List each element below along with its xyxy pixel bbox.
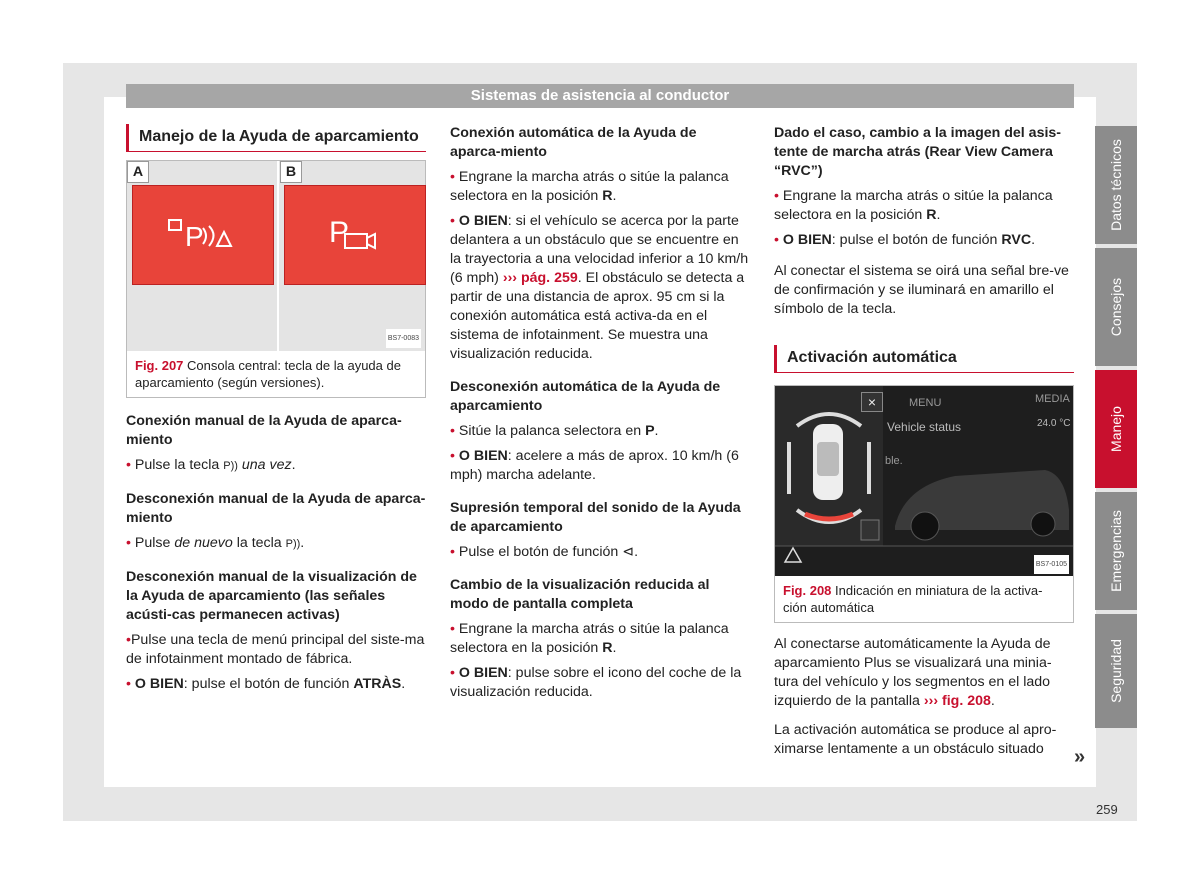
tab-label: Seguridad (1108, 639, 1124, 703)
tab-label: Manejo (1108, 406, 1124, 452)
screen-media: MEDIA (1035, 393, 1070, 405)
bullet-fullscreen-1 (450, 620, 750, 658)
tab-label: Datos técnicos (1108, 139, 1124, 231)
close-icon[interactable]: × (861, 392, 883, 412)
bullet-rvc-1 (774, 187, 1074, 225)
page-number: 259 (1096, 802, 1118, 817)
tab-label: Consejos (1108, 277, 1124, 337)
continue-mark: » (1074, 746, 1086, 768)
svg-text:P: P (329, 216, 350, 249)
bullet-display-off-1: • Pulse una tecla de menú principal del siste-ma de infotainment montado de fábrica. (126, 631, 426, 669)
figure-label-b: B (280, 161, 302, 183)
figure-208-image (775, 386, 1073, 576)
figure-208-code: BS7-0105 (1034, 555, 1069, 574)
subheading-manual-on: Conexión manual de la Ayuda de aparca-miento (126, 413, 402, 448)
bullet-fullscreen-2 (450, 664, 750, 702)
bullet-emphasis: una vez (241, 457, 292, 473)
bullet-auto-off-1 (450, 422, 750, 441)
page-reference-link[interactable]: ››› pág. 259 (502, 270, 578, 286)
key-r: R (602, 188, 613, 204)
bullet-end: . (401, 676, 406, 692)
bullet-end: . (612, 188, 617, 204)
bullet-bold: O BIEN (134, 676, 184, 692)
key-p: P (645, 423, 655, 439)
bullet-text: : si el vehículo se acerca por la parte delantera a un obstáculo que se encuentre en la trayectoria a una velocidad inferior a 10 km/h (6 mph) (450, 213, 749, 286)
chapter-header: Sistemas de asistencia al conductor (126, 84, 1074, 108)
bullet-text: Pulse el botón de función (458, 544, 619, 560)
screen-vehicle-status: Vehicle status (887, 420, 962, 434)
bullet-auto-on-2 (450, 212, 750, 364)
column-3 (774, 124, 1074, 765)
bullet-text: : pulse el botón de función (183, 676, 350, 692)
subheading-auto-on: Conexión automática de la Ayuda de aparca-miento (450, 125, 697, 160)
bullet-text: : pulse sobre el icono del coche de la visualización reducida. (450, 665, 742, 700)
section-title-manejo: Manejo de la Ayuda de aparcamiento (126, 124, 426, 152)
tab-emergencias[interactable] (1095, 492, 1137, 610)
subheading-fullscreen: Cambio de la visualización reducida al modo de pantalla completa (450, 577, 710, 612)
paragraph-activation: La activación automática se produce al apro-ximarse lentamente a un obstáculo situado (774, 722, 1057, 757)
section-title-activacion: Activación automática (774, 345, 1074, 373)
key-r: R (602, 640, 613, 656)
park-assist-button-a (132, 185, 274, 285)
column-2 (450, 124, 750, 708)
bullet-end: . (654, 423, 659, 439)
figure-reference-link[interactable]: ››› fig. 208 (923, 693, 991, 709)
bullet-text: Engrane la marcha atrás o sitúe la palanca selectora en la posición (774, 188, 1053, 223)
figure-207-label: Fig. 207 (135, 358, 184, 373)
bullet-text: : acelere a más de aprox. 10 km/h (6 mph) marcha adelante. (450, 448, 739, 483)
subheading-mute: Supresión temporal del sonido de la Ayuda de aparcamiento (450, 500, 741, 535)
figure-208-text: Indicación en miniatura de la activa-ción automática (783, 583, 1043, 615)
tab-label: Emergencias (1108, 510, 1124, 592)
bullet-bold: O BIEN (458, 213, 508, 229)
bullet-emphasis: de nuevo (174, 535, 233, 551)
figure-208-caption (775, 576, 1073, 622)
bullet-mute (450, 543, 750, 562)
key-rvc: RVC (1001, 232, 1032, 248)
key-atras: ATRÀS (353, 676, 402, 692)
bullet-text: Engrane la marcha atrás o sitúe la palanca selectora en la posición (450, 169, 729, 204)
bullet-text: . El obstáculo se detecta a partir de una distancia de aprox. 95 cm si la conexión automática está activa-da en el sistema de infotainment. Se muestra una visualización reducida. (450, 270, 745, 362)
park-button-icon: P)) (285, 538, 301, 550)
paragraph-text: Al conectarse automáticamente la Ayuda de aparcamiento Plus se visualizará una minia-tura del vehículo y los segmentos en el lado izquierdo de la pantalla (774, 636, 1052, 709)
bullet-end: . (634, 544, 639, 560)
bullet-end: . (612, 640, 617, 656)
mute-icon: ⊲ (622, 544, 635, 560)
screen-menu: MENU (909, 397, 942, 409)
bullet-text: Pulse (134, 535, 171, 551)
bullet-display-off-2 (126, 675, 426, 694)
bullet-bold: O BIEN (458, 665, 508, 681)
bullet-auto-off-2 (450, 447, 750, 485)
car-thumbnail-icon (775, 386, 1073, 576)
subheading-manual-off: Desconexión manual de la Ayuda de aparca-miento (126, 491, 426, 526)
bullet-bold: O BIEN (782, 232, 832, 248)
figure-207-text: Consola central: tecla de la ayuda de aparcamiento (según versiones). (135, 358, 401, 390)
screen-temperature: 24.0 °C (1037, 418, 1071, 429)
figure-207 (126, 160, 426, 398)
bullet-end: . (1031, 232, 1036, 248)
svg-text:P: P (185, 221, 204, 252)
bullet-auto-on-1 (450, 168, 750, 206)
tab-seguridad[interactable] (1095, 614, 1137, 728)
park-assist-button-b (284, 185, 426, 285)
figure-208-label: Fig. 208 (783, 583, 832, 598)
bullet-text: Sitúe la palanca selectora en (458, 423, 642, 439)
bullet-end: . (936, 207, 941, 223)
bullet-manual-off (126, 534, 426, 554)
bullet-bold: O BIEN (458, 448, 508, 464)
bullet-text: Pulse la tecla (134, 457, 220, 473)
key-r: R (926, 207, 937, 223)
bullet-manual-on (126, 456, 426, 476)
paragraph-end: . (990, 693, 995, 709)
tab-manejo[interactable] (1095, 370, 1137, 488)
bullet-text: : pulse el botón de función (831, 232, 998, 248)
park-camera-icon (285, 186, 425, 284)
screen-text: ble. (885, 455, 903, 467)
subheading-rvc: Dado el caso, cambio a la imagen del asis-tente de marcha atrás (Rear View Camera “RVC”) (774, 125, 1062, 179)
column-1 (126, 124, 426, 700)
tab-consejos[interactable] (1095, 248, 1137, 366)
bullet-text: Engrane la marcha atrás o sitúe la palanca selectora en la posición (450, 621, 729, 656)
figure-label-a: A (127, 161, 149, 183)
bullet-text: la tecla (236, 535, 282, 551)
subheading-display-off: Desconexión manual de la visualización de la Ayuda de aparcamiento (las señales acústi-cas permanecen activas) (126, 569, 417, 623)
figure-207-caption (127, 351, 425, 397)
figure-207-code: BS7-0083 (386, 329, 421, 348)
park-button-icon: P)) (223, 460, 238, 472)
paragraph-confirmation: Al conectar el sistema se oirá una señal bre-ve de confirmación y se iluminará en amarillo el símbolo de la tecla. (774, 263, 1069, 317)
bullet-rvc-2 (774, 231, 1074, 250)
subheading-auto-off: Desconexión automática de la Ayuda de aparcamiento (450, 379, 721, 414)
figure-207-image (127, 161, 425, 351)
paragraph-miniature (774, 635, 1074, 711)
figure-208 (774, 385, 1074, 623)
bullet-end: . (300, 535, 305, 551)
bullet-end: . (291, 457, 296, 473)
tab-datos-tecnicos[interactable] (1095, 126, 1137, 244)
park-assist-sensor-icon (133, 186, 273, 284)
